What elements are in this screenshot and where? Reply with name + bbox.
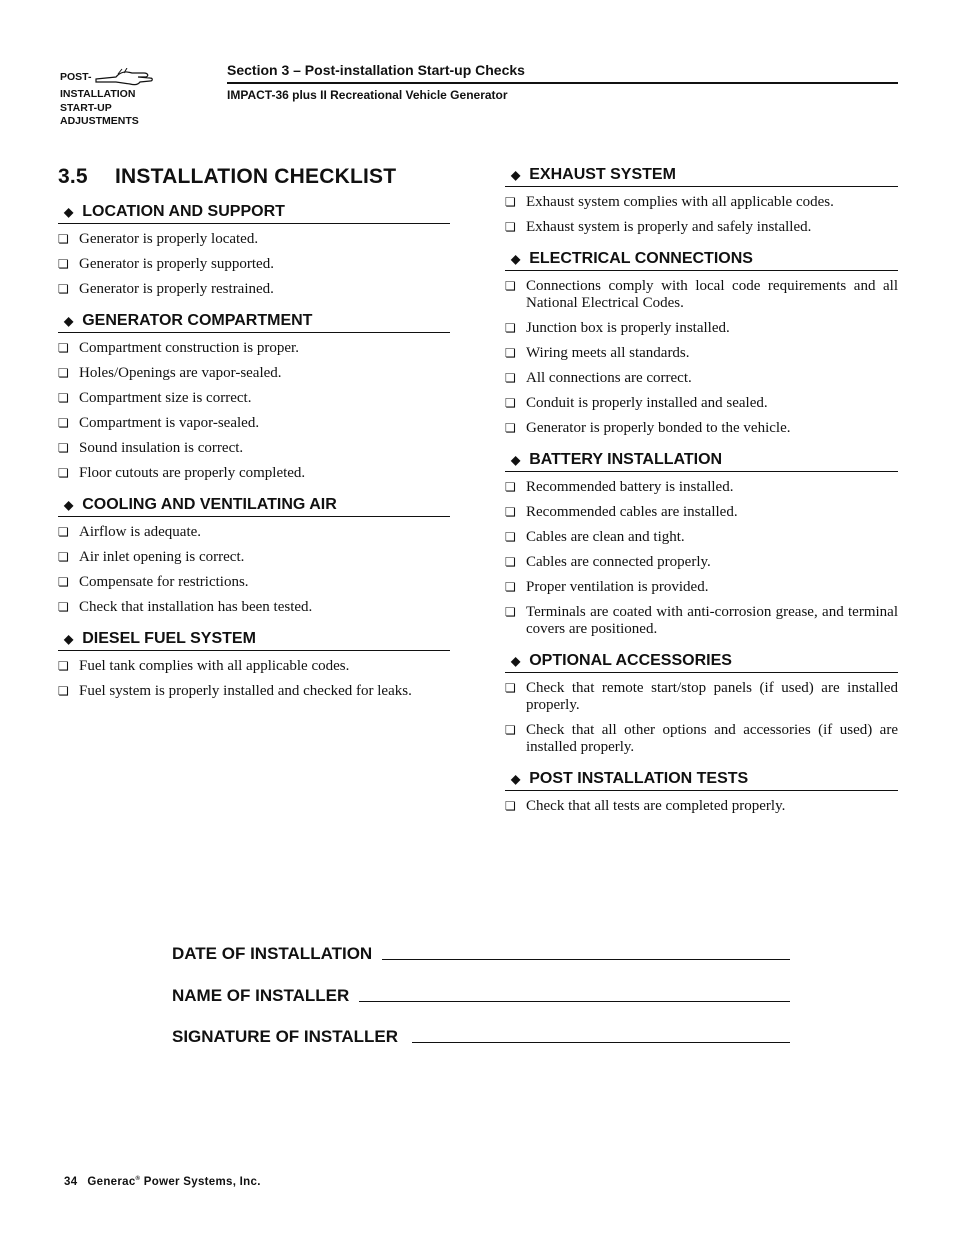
checkbox-icon[interactable]: ❏ <box>58 550 69 564</box>
checklist-item-text: Proper ventilation is provided. <box>526 579 709 595</box>
right-column <box>505 166 898 829</box>
checklist-item <box>58 365 450 382</box>
checkbox-icon[interactable]: ❏ <box>505 555 516 569</box>
checklist-item <box>58 683 450 700</box>
diamond-bullet-icon: ◆ <box>511 654 521 668</box>
pointing-hand-icon <box>94 68 156 88</box>
checklist-item-text: Compartment is vapor-sealed. <box>79 415 260 431</box>
checkbox-icon[interactable]: ❏ <box>505 480 516 494</box>
checkbox-icon[interactable]: ❏ <box>505 346 516 360</box>
checkbox-icon[interactable]: ❏ <box>58 391 69 405</box>
signature-label: SIGNATURE OF INSTALLER <box>172 1027 399 1046</box>
checkbox-icon[interactable]: ❏ <box>58 575 69 589</box>
section-heading-text: LOCATION AND SUPPORT <box>82 203 285 220</box>
checklist-item-text: Wiring meets all standards. <box>526 345 690 361</box>
checklist-item-text: Check that installation has been tested. <box>79 599 313 615</box>
checkbox-icon[interactable]: ❏ <box>58 341 69 355</box>
checkbox-icon[interactable]: ❏ <box>58 466 69 480</box>
checklist-item <box>505 479 898 496</box>
checklist-item <box>505 320 898 337</box>
checklist-section <box>58 312 450 482</box>
checkbox-icon[interactable]: ❏ <box>58 282 69 296</box>
checklist-item <box>58 549 450 566</box>
checklist-item-text: Generator is properly located. <box>79 231 259 247</box>
checklist-item <box>58 465 450 482</box>
date-label: DATE OF INSTALLATION <box>172 944 373 963</box>
diamond-bullet-icon: ◆ <box>64 314 74 328</box>
checkbox-icon[interactable]: ❏ <box>58 684 69 698</box>
checklist-item-text: Compartment size is correct. <box>79 390 252 406</box>
signature-blank-line[interactable] <box>412 1030 790 1043</box>
checklist-item-text: Cables are connected properly. <box>526 554 711 570</box>
checkbox-icon[interactable]: ❏ <box>58 232 69 246</box>
section-heading-text: GENERATOR COMPARTMENT <box>82 312 313 329</box>
checklist-item <box>505 219 898 236</box>
title-text: INSTALLATION CHECKLIST <box>115 165 397 188</box>
checkbox-icon[interactable]: ❏ <box>58 366 69 380</box>
checklist-section <box>505 166 898 236</box>
checklist-item <box>58 415 450 432</box>
checklist-item <box>505 722 898 756</box>
section-heading <box>505 250 898 271</box>
diamond-bullet-icon: ◆ <box>511 453 521 467</box>
signature-of-installer-field[interactable] <box>172 1027 790 1047</box>
section-heading <box>58 312 450 333</box>
section-heading <box>58 203 450 224</box>
checklist-item-text: Fuel tank complies with all applicable codes. <box>79 658 350 674</box>
registered-mark: ® <box>135 1176 141 1183</box>
checkbox-icon[interactable]: ❏ <box>505 321 516 335</box>
checklist-section <box>58 496 450 616</box>
checklist-item <box>58 440 450 457</box>
checkbox-icon[interactable]: ❏ <box>505 799 516 813</box>
checkbox-icon[interactable]: ❏ <box>505 279 516 293</box>
checklist-item-text: Recommended battery is installed. <box>526 479 734 495</box>
page-title <box>58 165 396 189</box>
checklist-item <box>505 395 898 412</box>
checklist-item-text: Recommended cables are installed. <box>526 504 738 520</box>
checklist-item <box>505 194 898 211</box>
section-heading-text: COOLING AND VENTILATING AIR <box>82 496 337 513</box>
checklist-item <box>505 420 898 437</box>
checklist-item <box>505 604 898 638</box>
checklist-item-text: Exhaust system is properly and safely installed. <box>526 219 812 235</box>
checklist-item-text: Airflow is adequate. <box>79 524 202 540</box>
checklist-item-text: Fuel system is properly installed and checked for leaks. <box>79 683 412 699</box>
section-heading <box>505 652 898 673</box>
checkbox-icon[interactable]: ❏ <box>505 530 516 544</box>
checklist-item-text: Check that all tests are completed properly. <box>526 798 786 814</box>
date-blank-line[interactable] <box>382 947 790 960</box>
checkbox-icon[interactable]: ❏ <box>505 505 516 519</box>
name-of-installer-field[interactable] <box>172 986 790 1006</box>
checkbox-icon[interactable]: ❏ <box>505 580 516 594</box>
section-tab-logo <box>60 68 210 129</box>
checklist-item <box>505 345 898 362</box>
diamond-bullet-icon: ◆ <box>511 772 521 786</box>
company-name: Generac <box>87 1176 136 1188</box>
page-footer <box>64 1176 261 1188</box>
checklist-section <box>505 770 898 815</box>
section-heading <box>505 770 898 791</box>
checklist-item-text: Conduit is properly installed and sealed. <box>526 395 768 411</box>
checkbox-icon[interactable]: ❏ <box>505 220 516 234</box>
section-heading-text: OPTIONAL ACCESSORIES <box>529 652 732 669</box>
checklist-item-text: All connections are correct. <box>526 370 692 386</box>
checklist-item-text: Compensate for restrictions. <box>79 574 249 590</box>
checklist-item-text: Check that remote start/stop panels (if used) are installed properly. <box>526 680 898 713</box>
date-of-installation-field[interactable] <box>172 944 790 964</box>
checkbox-icon[interactable]: ❏ <box>505 723 516 737</box>
checklist-item <box>58 390 450 407</box>
section-heading-text: DIESEL FUEL SYSTEM <box>82 630 256 647</box>
checklist-item-text: Junction box is properly installed. <box>526 320 730 336</box>
checklist-section <box>505 250 898 437</box>
section-heading <box>505 166 898 187</box>
diamond-bullet-icon: ◆ <box>64 498 74 512</box>
checklist-item <box>505 579 898 596</box>
checkbox-icon[interactable]: ❏ <box>58 441 69 455</box>
checklist-item-text: Connections comply with local code requirements and all National Electrical Codes. <box>526 278 898 311</box>
checklist-item-text: Check that all other options and accessories (if used) are installed properly. <box>526 722 898 755</box>
title-number: 3.5 <box>58 165 88 188</box>
page-header <box>227 62 898 102</box>
page-number: 34 <box>64 1176 78 1188</box>
checklist-item <box>58 256 450 273</box>
checkbox-icon[interactable]: ❏ <box>505 371 516 385</box>
checklist-item <box>58 340 450 357</box>
checklist-item-text: Sound insulation is correct. <box>79 440 244 456</box>
checkbox-icon[interactable]: ❏ <box>58 525 69 539</box>
checkbox-icon[interactable]: ❏ <box>505 681 516 695</box>
checklist-item-text: Exhaust system complies with all applicable codes. <box>526 194 834 210</box>
checklist-item-text: Floor cutouts are properly completed. <box>79 465 306 481</box>
company-name-rest: Power Systems, Inc. <box>140 1176 261 1188</box>
section-heading-text: ELECTRICAL CONNECTIONS <box>529 250 753 267</box>
name-label: NAME OF INSTALLER <box>172 986 350 1005</box>
checklist-item <box>505 554 898 571</box>
checklist-item <box>505 504 898 521</box>
checkbox-icon[interactable]: ❏ <box>505 396 516 410</box>
checkbox-icon[interactable]: ❏ <box>58 416 69 430</box>
diamond-bullet-icon: ◆ <box>511 168 521 182</box>
checkbox-icon[interactable]: ❏ <box>58 659 69 673</box>
diamond-bullet-icon: ◆ <box>64 632 74 646</box>
section-heading-text: BATTERY INSTALLATION <box>529 451 723 468</box>
checklist-item-text: Generator is properly restrained. <box>79 281 274 297</box>
checklist-item <box>58 281 450 298</box>
checklist-item <box>505 529 898 546</box>
checklist-item-text: Generator is properly supported. <box>79 256 274 272</box>
checkbox-icon[interactable]: ❏ <box>505 605 516 619</box>
checkbox-icon[interactable]: ❏ <box>505 421 516 435</box>
logo-line-2: INSTALLATION <box>60 88 136 100</box>
section-heading-text: POST INSTALLATION TESTS <box>529 770 749 787</box>
diamond-bullet-icon: ◆ <box>511 252 521 266</box>
logo-line-1: POST- <box>60 71 92 84</box>
checklist-item <box>58 231 450 248</box>
checklist-section <box>58 203 450 298</box>
left-column <box>58 203 450 714</box>
name-blank-line[interactable] <box>359 989 790 1002</box>
section-heading-text: EXHAUST SYSTEM <box>529 166 676 183</box>
diamond-bullet-icon: ◆ <box>64 205 74 219</box>
section-heading <box>505 451 898 472</box>
section-heading <box>58 496 450 517</box>
checklist-item <box>505 370 898 387</box>
checklist-section <box>58 630 450 700</box>
checkbox-icon[interactable]: ❏ <box>505 195 516 209</box>
logo-line-3: START-UP <box>60 101 112 114</box>
logo-line-4: ADJUSTMENTS <box>60 115 139 127</box>
section-heading <box>58 630 450 651</box>
checklist-item <box>505 278 898 312</box>
checkbox-icon[interactable]: ❏ <box>58 600 69 614</box>
section-title: Section 3 – Post-installation Start-up Checks <box>227 62 898 84</box>
checklist-item <box>58 574 450 591</box>
checklist-item-text: Terminals are coated with anti-corrosion grease, and terminal covers are positioned. <box>526 604 898 637</box>
checklist-item <box>58 599 450 616</box>
checklist-item <box>58 658 450 675</box>
checklist-item-text: Compartment construction is proper. <box>79 340 299 356</box>
checklist-item <box>58 524 450 541</box>
checklist-item-text: Generator is properly bonded to the vehicle. <box>526 420 791 436</box>
checklist-item-text: Air inlet opening is correct. <box>79 549 245 565</box>
product-subtitle: IMPACT-36 plus II Recreational Vehicle Generator <box>227 88 508 102</box>
checklist-section <box>505 451 898 638</box>
checklist-item-text: Holes/Openings are vapor-sealed. <box>79 365 282 381</box>
checklist-section <box>505 652 898 756</box>
checklist-item <box>505 798 898 815</box>
checklist-item <box>505 680 898 714</box>
checkbox-icon[interactable]: ❏ <box>58 257 69 271</box>
checklist-item-text: Cables are clean and tight. <box>526 529 685 545</box>
